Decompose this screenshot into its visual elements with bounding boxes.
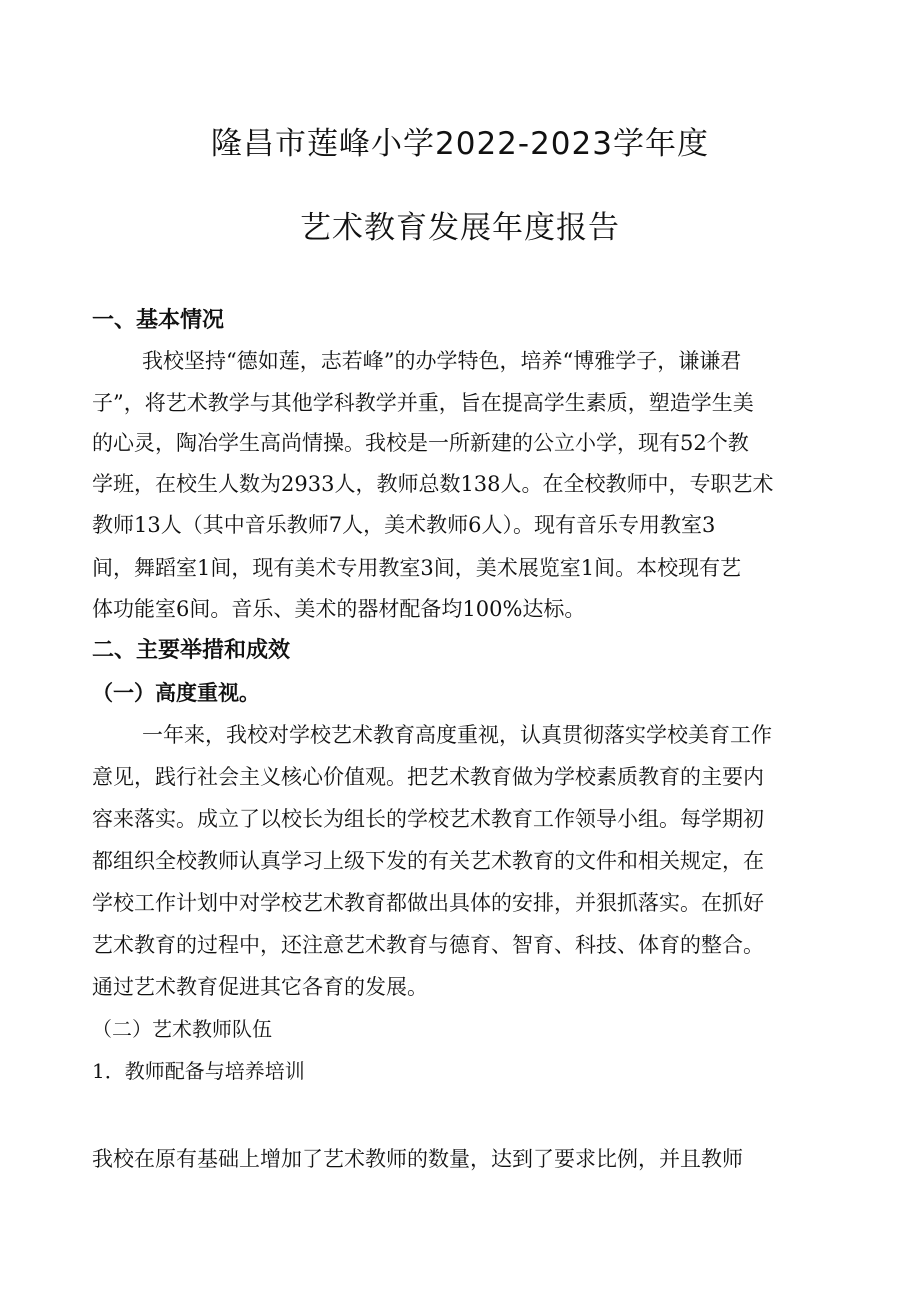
paragraph-line: 我校在原有基础上增加了艺术教师的数量，达到了要求比例，并且教师 <box>92 1147 743 1171</box>
paragraph-line: 容来落实。成立了以校长为组长的学校艺术教育工作领导小组。每学期初 <box>92 807 764 831</box>
paragraph-line: 学班，在校生人数为2933人，教师总数138人。在全校教师中，专职艺术 <box>92 472 774 496</box>
document-title-line-2: 艺术教育发展年度报告 <box>300 210 620 246</box>
paragraph-line: 教师13人（其中音乐教师7人，美术教师6人）。现有音乐专用教室3 <box>92 513 716 537</box>
list-item-teacher-staffing: 1．教师配备与培养培训 <box>92 1059 305 1083</box>
paragraph-line: 意见，践行社会主义核心价值观。把艺术教育做为学校素质教育的主要内 <box>92 765 764 789</box>
paragraph-line: 艺术教育的过程中，还注意艺术教育与德育、智育、科技、体育的整合。 <box>92 933 764 957</box>
subsection-heading-attention: （一）高度重视。 <box>92 681 260 705</box>
paragraph-line: 通过艺术教育促进其它各育的发展。 <box>92 975 428 999</box>
paragraph-line: 都组织全校教师认真学习上级下发的有关艺术教育的文件和相关规定，在 <box>92 849 764 873</box>
paragraph-line: 我校坚持“德如莲，志若峰”的办学特色，培养“博雅学子，谦谦君 <box>142 349 742 373</box>
paragraph-line: 体功能室6间。音乐、美术的器材配备均100%达标。 <box>92 597 586 621</box>
document-title-line-1: 隆昌市莲峰小学2022-2023学年度 <box>211 126 709 162</box>
section-heading-measures: 二、主要举措和成效 <box>92 638 291 663</box>
paragraph-line: 学校工作计划中对学校艺术教育都做出具体的安排，并狠抓落实。在抓好 <box>92 891 764 915</box>
subsection-heading-teachers: （二）艺术教师队伍 <box>92 1017 272 1041</box>
section-heading-basic-info: 一、基本情况 <box>92 308 225 333</box>
paragraph-line: 子”，将艺术教学与其他学科教学并重，旨在提高学生素质，塑造学生美 <box>92 391 754 415</box>
paragraph-line: 间，舞蹈室1间，现有美术专用教室3间，美术展览室1间。本校现有艺 <box>92 556 742 580</box>
paragraph-line: 的心灵，陶冶学生高尚情操。我校是一所新建的公立小学，现有52个教 <box>92 431 749 455</box>
paragraph-line: 一年来，我校对学校艺术教育高度重视，认真贯彻落实学校美育工作 <box>142 723 772 747</box>
